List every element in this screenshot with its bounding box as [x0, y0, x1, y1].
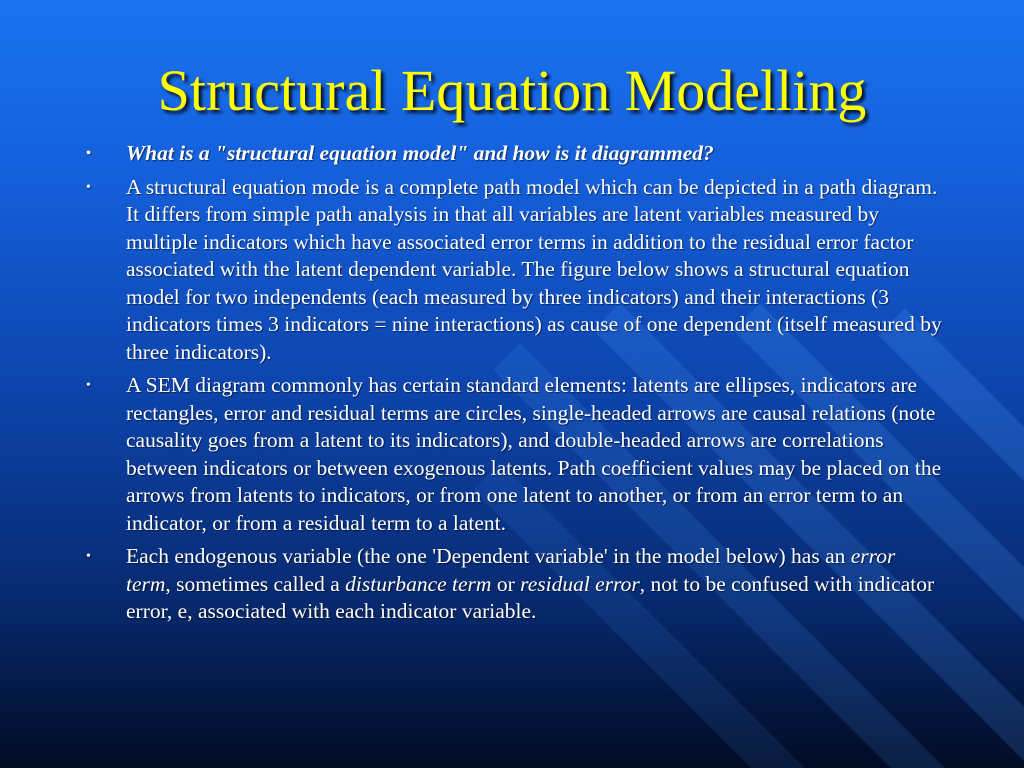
bullet-text: A SEM diagram commonly has certain standard elements: latents are ellipses, indicators are rectangles, error and residual terms are circles, single-headed arrows are causal relations (note causality goes from a latent to its indicators), and double-headed arrows are correlations between indicators or between exogenous latents. Path coefficient values may be placed on the arrows from latents to indicators, or from one latent to another, or from an error term to an indicator, or from a residual term to a latent. [126, 373, 942, 535]
bullet-text-part: or [491, 571, 521, 596]
slide-title: Structural Equation Modelling [157, 58, 867, 123]
bullet-endogenous-variable [86, 543, 942, 626]
bullet-text-part: , not to be confused with indicator error, e, associated with each indicator variable. [126, 571, 935, 623]
term-residual-error: residual error [520, 571, 640, 596]
bullet-text-part: Each endogenous variable (the one 'Dependent variable' in the model below) has an [126, 544, 851, 568]
bullet-text-part: , sometimes called a [165, 571, 346, 596]
bullet-dot-icon: • [86, 549, 91, 564]
bullet-text: A structural equation mode is a complete path model which can be depicted in a path diagram. It differs from simple path analysis in that all variables are latent variables measured by multiple indicators which have associated error terms in addition to the residual error factor associated with the latent dependent variable. The figure below shows a structural equation model for two independents (each measured by three indicators) and their interactions (3 indicators times 3 indicators = nine interactions) as cause of one dependent (itself measured by three indicators). [126, 174, 942, 364]
bullet-dot-icon: • [86, 179, 91, 195]
bullet-text: What is a "structural equation model" and how is it diagrammed? [126, 141, 714, 165]
bullet-dot-icon: • [86, 146, 91, 161]
term-disturbance-term: disturbance term [345, 571, 492, 596]
bullet-dot-icon: • [86, 378, 91, 393]
term-error-term: error term [126, 544, 896, 596]
bullet-question [86, 140, 942, 168]
bullet-list [86, 140, 942, 632]
bullet-diagram-elements [86, 372, 942, 537]
bullet-definition [86, 174, 942, 367]
